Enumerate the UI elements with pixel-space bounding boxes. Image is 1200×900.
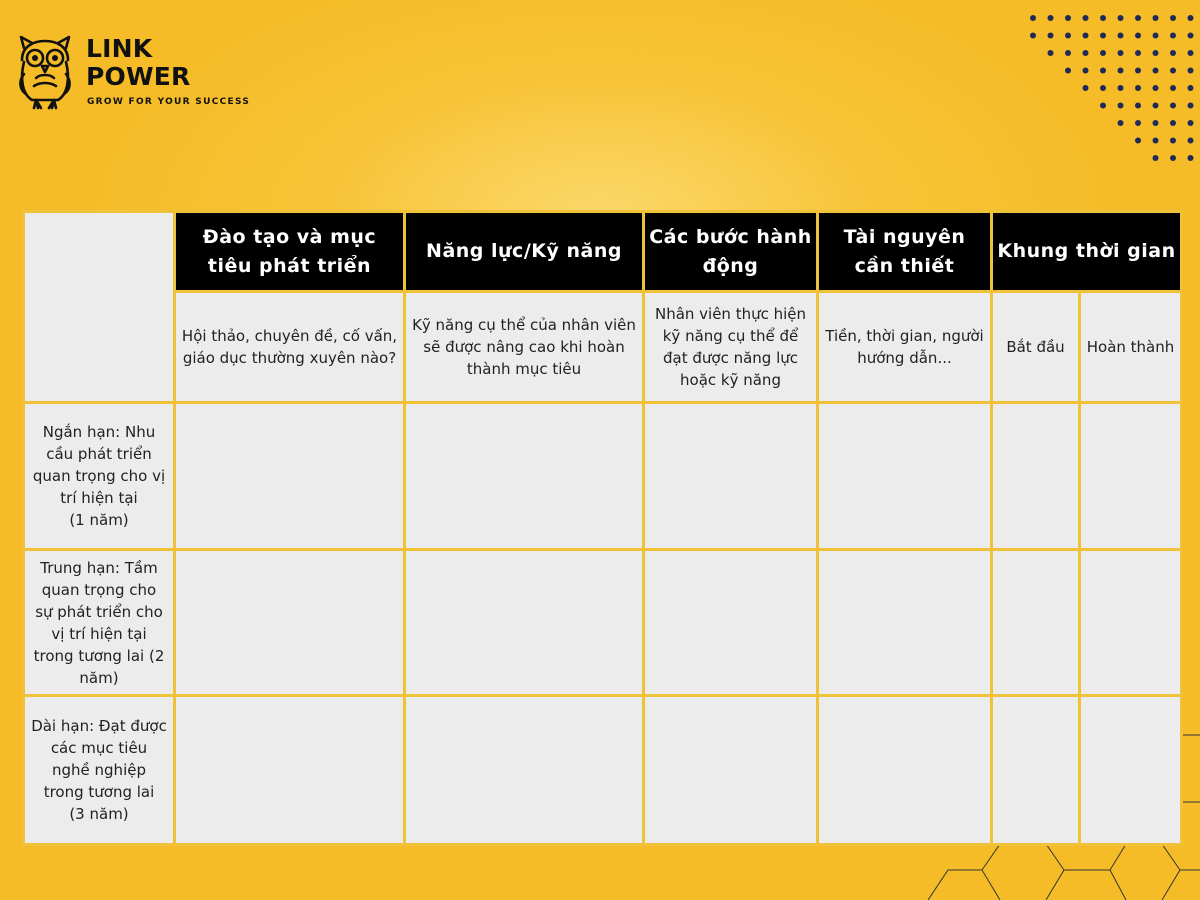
decorative-dot (1135, 68, 1141, 74)
cell-input[interactable] (644, 696, 818, 845)
decorative-dot (1118, 68, 1124, 74)
desc-start: Bắt đầu (992, 292, 1080, 403)
decorative-dot (1170, 68, 1176, 74)
header-timeframe: Khung thời gian (992, 212, 1182, 292)
decorative-dots (1025, 10, 1200, 168)
decorative-dot (1153, 120, 1159, 126)
row-label-duration: (3 năm) (69, 805, 129, 823)
decorative-dot (1065, 33, 1071, 39)
decorative-dot (1170, 155, 1176, 161)
cell-input[interactable] (175, 696, 405, 845)
decorative-dot (1083, 50, 1089, 56)
decorative-hexagons (920, 840, 1200, 900)
row-label-short-term (24, 403, 175, 550)
cell-input[interactable] (1080, 550, 1182, 696)
decorative-dot (1083, 33, 1089, 39)
cell-input[interactable] (644, 550, 818, 696)
decorative-dot (1153, 103, 1159, 109)
decorative-dot (1048, 33, 1054, 39)
decorative-dot (1100, 33, 1106, 39)
brand-name (86, 35, 190, 91)
decorative-dot (1153, 85, 1159, 91)
corner-cell (24, 212, 175, 403)
decorative-dot (1100, 15, 1106, 21)
row-label-mid-term (24, 550, 175, 696)
cell-input[interactable] (175, 550, 405, 696)
cell-input[interactable] (992, 403, 1080, 550)
description-row (24, 292, 1182, 403)
decorative-dot (1188, 68, 1194, 74)
desc-actions: Nhân viên thực hiện kỹ năng cụ thể để đạt được năng lực hoặc kỹ năng (644, 292, 818, 403)
header-row (24, 212, 1182, 292)
decorative-dot (1135, 33, 1141, 39)
brand-tagline: GROW FOR YOUR SUCCESS (87, 97, 251, 107)
cell-input[interactable] (818, 403, 992, 550)
decorative-dot (1135, 85, 1141, 91)
header-actions: Các bước hành động (644, 212, 818, 292)
decorative-dot (1118, 103, 1124, 109)
cell-input[interactable] (405, 696, 644, 845)
cell-input[interactable] (405, 403, 644, 550)
table-row (24, 403, 1182, 550)
decorative-dot (1170, 85, 1176, 91)
decorative-dot (1030, 33, 1036, 39)
decorative-dot (1188, 85, 1194, 91)
header-training: Đào tạo và mục tiêu phát triển (175, 212, 405, 292)
desc-competency: Kỹ năng cụ thể của nhân viên sẽ được nâng cao khi hoàn thành mục tiêu (405, 292, 644, 403)
decorative-dot (1188, 15, 1194, 21)
header-resources: Tài nguyên cần thiết (818, 212, 992, 292)
decorative-dot (1170, 138, 1176, 144)
table-row (24, 550, 1182, 696)
desc-finish: Hoàn thành (1080, 292, 1182, 403)
decorative-dot (1100, 68, 1106, 74)
decorative-dot (1100, 85, 1106, 91)
decorative-dot (1048, 50, 1054, 56)
decorative-dot (1153, 68, 1159, 74)
desc-training: Hội thảo, chuyên đề, cố vấn, giáo dục thường xuyên nào? (175, 292, 405, 403)
brand-name-line1: LINK (86, 34, 153, 63)
cell-input[interactable] (992, 696, 1080, 845)
decorative-dot (1118, 33, 1124, 39)
development-plan-table (22, 210, 1183, 846)
decorative-dot (1153, 33, 1159, 39)
decorative-dot (1135, 103, 1141, 109)
decorative-dot (1083, 85, 1089, 91)
decorative-dot (1030, 15, 1036, 21)
owl-icon (14, 34, 76, 112)
decorative-dot (1135, 50, 1141, 56)
decorative-dot (1118, 15, 1124, 21)
decorative-dot (1188, 138, 1194, 144)
decorative-dot (1065, 68, 1071, 74)
decorative-dot (1083, 15, 1089, 21)
decorative-dot (1065, 50, 1071, 56)
decorative-dot (1153, 138, 1159, 144)
cell-input[interactable] (1080, 696, 1182, 845)
row-label-duration: (1 năm) (69, 511, 129, 529)
decorative-dot (1170, 103, 1176, 109)
decorative-dot (1188, 103, 1194, 109)
decorative-dot (1188, 33, 1194, 39)
table-row (24, 696, 1182, 845)
decorative-dot (1135, 120, 1141, 126)
cell-input[interactable] (1080, 403, 1182, 550)
cell-input[interactable] (818, 696, 992, 845)
decorative-dot (1100, 50, 1106, 56)
cell-input[interactable] (818, 550, 992, 696)
decorative-dot (1135, 138, 1141, 144)
decorative-dot (1170, 15, 1176, 21)
cell-input[interactable] (644, 403, 818, 550)
decorative-dot (1153, 155, 1159, 161)
desc-resources: Tiền, thời gian, người hướng dẫn... (818, 292, 992, 403)
cell-input[interactable] (992, 550, 1080, 696)
cell-input[interactable] (175, 403, 405, 550)
decorative-dot (1188, 50, 1194, 56)
decorative-dot (1100, 103, 1106, 109)
decorative-dot (1170, 120, 1176, 126)
decorative-dot (1135, 15, 1141, 21)
row-label-long-term (24, 696, 175, 845)
decorative-dot (1153, 15, 1159, 21)
decorative-dot (1188, 155, 1194, 161)
brand (14, 34, 274, 114)
decorative-dot (1188, 120, 1194, 126)
decorative-dot (1170, 33, 1176, 39)
decorative-dot (1118, 120, 1124, 126)
cell-input[interactable] (405, 550, 644, 696)
row-label-text: Ngắn hạn: Nhu cầu phát triển quan trọng cho vị trí hiện tại (32, 423, 166, 507)
row-label-text: Trung hạn: Tầm quan trọng cho sự phát triển cho vị trí hiện tại trong tương lai (2 năm) (33, 558, 165, 687)
decorative-dot (1118, 85, 1124, 91)
brand-name-line2: POWER (86, 62, 191, 91)
decorative-dot (1153, 50, 1159, 56)
row-label-text: Dài hạn: Đạt được các mục tiêu nghề nghiệp trong tương lai (31, 717, 167, 801)
decorative-dot (1083, 68, 1089, 74)
decorative-dot (1048, 15, 1054, 21)
decorative-dot (1065, 15, 1071, 21)
decorative-dot (1170, 50, 1176, 56)
header-competency: Năng lực/Kỹ năng (405, 212, 644, 292)
decorative-dot (1118, 50, 1124, 56)
